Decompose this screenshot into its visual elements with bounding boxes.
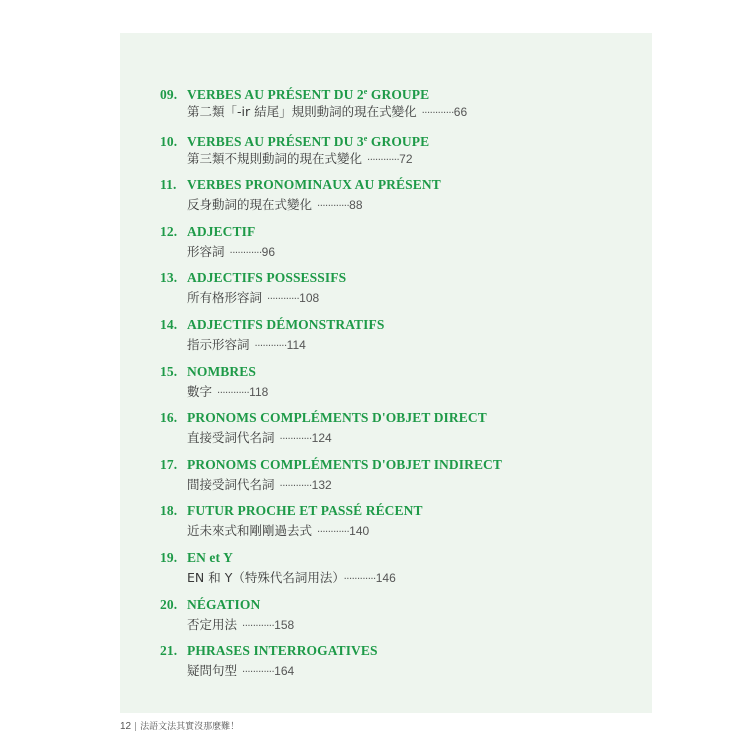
page-footer [120,719,239,735]
toc-entry [160,594,630,641]
toc-entry [160,128,630,175]
toc-entry [160,81,630,128]
toc-entry-subtitle-line [160,335,630,355]
chapter-page-number: 96 [261,244,276,259]
chapter-subtitle: EN 和 Y（特殊代名詞用法） [187,569,339,585]
toc-entry-subtitle-line [160,475,630,495]
chapter-title: ADJECTIF [187,223,256,239]
toc-entry [160,547,630,594]
chapter-title: VERBES AU PRÉSENT DU 2 [187,87,364,102]
chapter-number: 15. [160,363,178,379]
toc-entry-title-line [160,81,630,102]
toc-entry-subtitle-line [160,102,630,122]
chapter-page-number: 114 [286,337,306,352]
table-of-contents [160,81,630,687]
toc-entry-subtitle-line [160,568,630,588]
chapter-title: ADJECTIFS DÉMONSTRATIFS [187,316,385,332]
dot-leader: ············ [242,667,275,679]
footer-page-number: 12 [120,721,132,732]
toc-entry-title-line [160,361,630,382]
chapter-title-continuation: GROUPE [367,87,430,102]
chapter-subtitle: 形容詞 [187,243,225,259]
chapter-number: 13. [160,270,178,286]
toc-entry-subtitle-line [160,242,630,262]
chapter-page-number: 140 [349,524,370,539]
toc-entry-title-line [160,221,630,242]
chapter-title-continuation: GROUPE [367,133,430,149]
dot-leader: ············ [279,480,312,492]
toc-entry-title-line [160,314,630,335]
chapter-page-number: 164 [274,664,295,679]
dot-leader: ············ [367,154,400,166]
toc-entry [160,314,630,361]
toc-entry [160,500,630,547]
chapter-page-number: 88 [349,198,363,213]
chapter-page-number: 108 [299,291,320,306]
chapter-subtitle: 直接受詞代名詞 [187,430,275,446]
toc-entry [160,361,630,408]
dot-leader: ············ [421,108,454,119]
footer-separator: | [134,722,138,732]
chapter-number: 14. [160,316,178,332]
chapter-number: 16. [160,410,178,426]
chapter-title: PRONOMS COMPLÉMENTS D'OBJET INDIRECT [187,456,503,472]
chapter-number: 19. [160,549,178,565]
toc-entry-subtitle-line [160,149,630,169]
dot-leader: ············ [254,340,287,352]
chapter-title: NÉGATION [187,596,261,612]
chapter-number: 11. [160,177,177,193]
toc-entry [160,267,630,314]
chapter-number: 18. [160,503,178,519]
chapter-page-number: 146 [375,570,396,585]
chapter-title: VERBES PRONOMINAUX AU PRÉSENT [187,177,441,193]
toc-entry-title-line [160,640,630,661]
chapter-title: PHRASES INTERROGATIVES [187,643,378,659]
chapter-subtitle: 近未來式和剛剛過去式 [187,523,313,539]
chapter-number: 10. [160,133,178,149]
chapter-subtitle: 數字 [187,383,213,399]
dot-leader: ············ [217,387,250,399]
chapter-subtitle: 間接受詞代名詞 [187,476,275,492]
chapter-title: VERBES AU PRÉSENT DU 3 [187,133,364,149]
toc-entry [160,640,630,687]
chapter-page-number: 72 [399,151,413,166]
chapter-page-number: 118 [249,384,269,399]
toc-entry-subtitle-line [160,195,630,215]
toc-entry-title-line [160,128,630,149]
chapter-number: 17. [160,456,178,472]
chapter-title: EN et Y [187,549,233,565]
dot-leader: ············ [317,201,350,213]
chapter-number: 20. [160,596,178,612]
dot-leader: ············ [343,573,376,585]
toc-entry [160,174,630,221]
chapter-subtitle: 反身動詞的現在式變化 [187,197,313,213]
toc-entry [160,221,630,268]
chapter-title: PRONOMS COMPLÉMENTS D'OBJET DIRECT [187,410,487,426]
dot-leader: ············ [242,620,275,632]
chapter-subtitle: 疑問句型 [187,663,238,679]
chapter-subtitle: 指示形容詞 [187,336,250,352]
chapter-subtitle: 所有格形容詞 [187,290,263,306]
chapter-number: 12. [160,223,178,239]
chapter-subtitle: 第三類不規則動詞的現在式變化 [187,150,363,166]
toc-entry-subtitle-line [160,521,630,541]
chapter-number: 09. [160,87,178,102]
toc-entry-subtitle-line [160,661,630,681]
toc-entry-title-line [160,594,630,615]
dot-leader: ············ [279,434,312,446]
toc-entry-subtitle-line [160,382,630,402]
chapter-number: 21. [160,643,178,659]
chapter-title: ADJECTIFS POSSESSIFS [187,270,347,286]
chapter-page-number: 132 [311,477,332,492]
dot-leader: ············ [229,247,262,259]
chapter-page-number: 124 [311,431,332,446]
toc-entry [160,407,630,454]
toc-entry-title-line [160,500,630,521]
toc-entry-title-line [160,407,630,428]
chapter-title: FUTUR PROCHE ET PASSÉ RÉCENT [187,503,423,519]
dot-leader: ············ [317,527,350,539]
chapter-title-superscript: e [363,87,368,96]
toc-entry-title-line [160,267,630,288]
footer-book-title: 法語文法其實沒那麼難！ [140,722,240,732]
toc-entry-subtitle-line [160,428,630,448]
toc-entry-title-line [160,174,630,195]
chapter-page-number: 158 [274,617,295,632]
chapter-title-superscript: e [363,133,368,143]
toc-entry-title-line [160,454,630,475]
chapter-page-number: 66 [453,105,468,119]
chapter-subtitle: 否定用法 [187,616,238,632]
toc-entry-title-line [160,547,630,568]
dot-leader: ············ [267,294,300,306]
toc-entry-subtitle-line [160,288,630,308]
toc-entry [160,454,630,501]
toc-entry-subtitle-line [160,615,630,635]
chapter-subtitle: 第二類「-ir 結尾」規則動詞的現在式變化 [187,104,417,119]
chapter-title: NOMBRES [187,363,256,379]
